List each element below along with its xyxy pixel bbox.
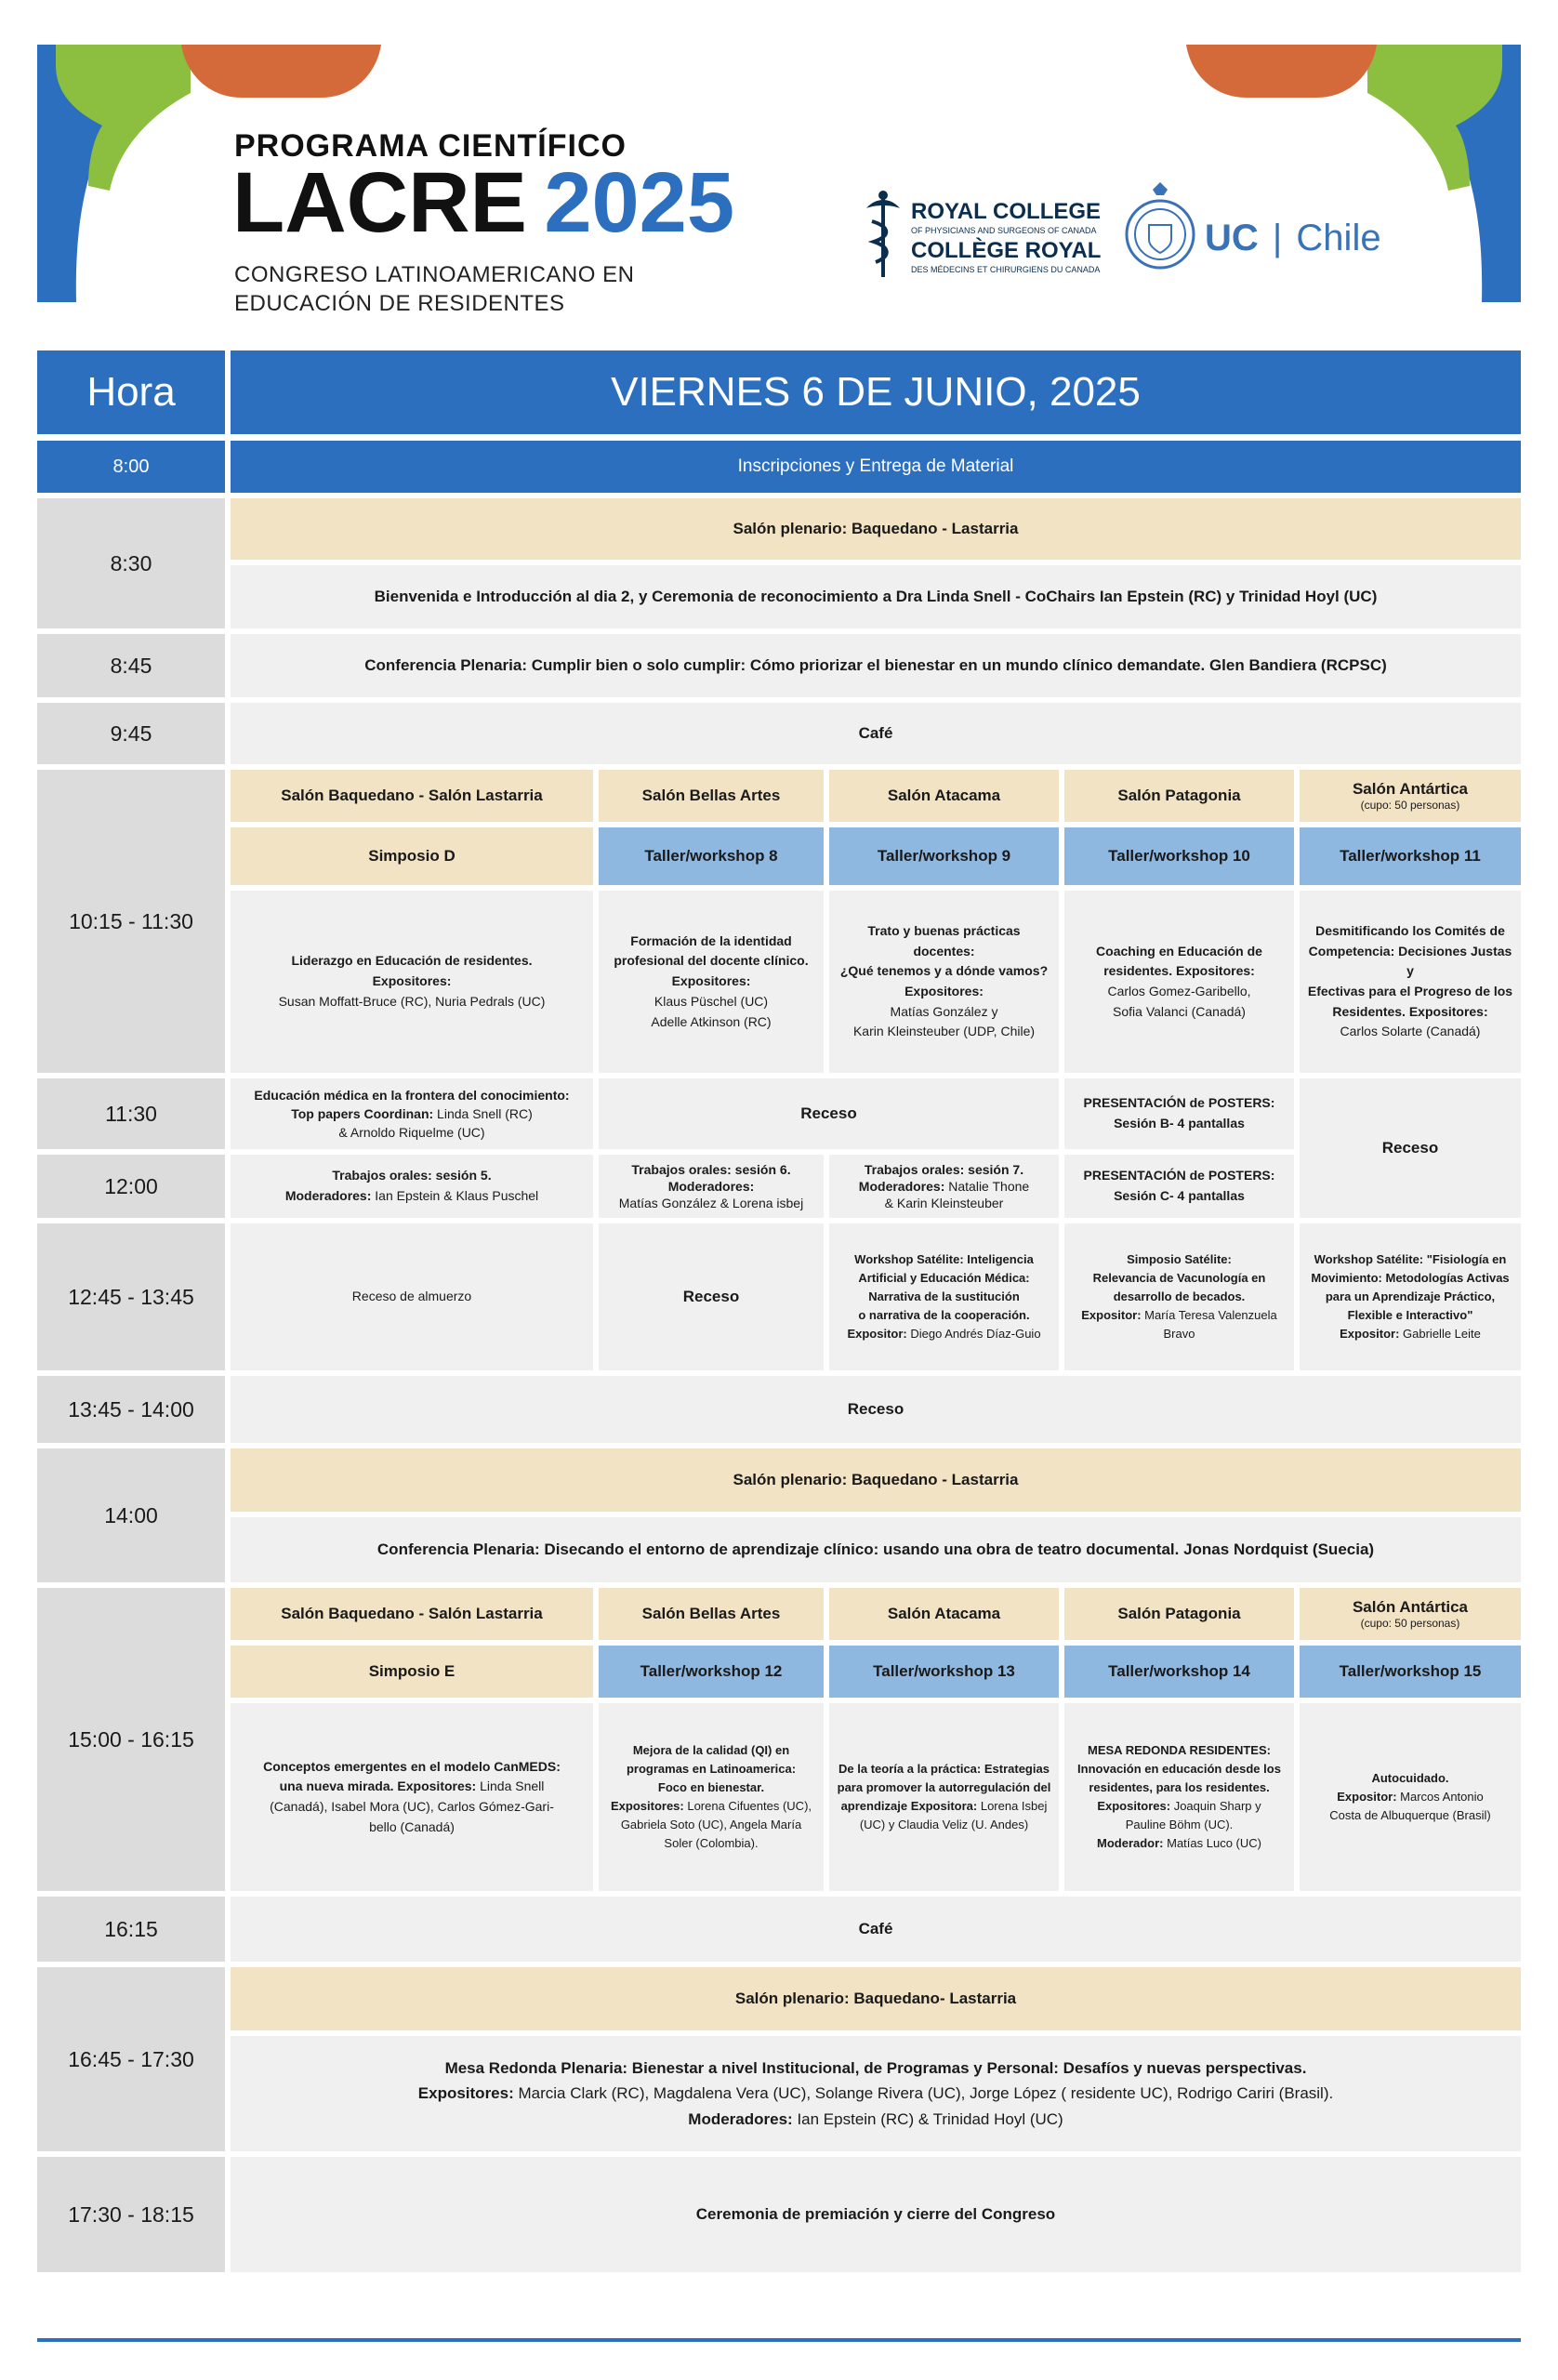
round-table-title: Mesa Redonda Plenaria: Bienestar a nivel Institucional, de Programas y Personal: Desafíos y nuevas perspectivas. [444, 2059, 1307, 2078]
workshop-13-content [829, 1703, 1059, 1891]
w9-exp-label: Expositores: [904, 984, 984, 998]
welcome-row: Bienvenida e Introducción al dia 2, y Ceremonia de reconocimiento a Dra Linda Snell - CoChairs Ian Epstein (RC) y Trinidad Hoyl (UC) [231, 565, 1521, 628]
w13-title-2: para promover la autorregulación del [837, 1779, 1051, 1794]
room-patagonia-2: Salón Patagonia [1064, 1588, 1294, 1640]
round-table-speakers [418, 2081, 1333, 2106]
time-1500: 15:00 - 16:15 [37, 1588, 225, 1891]
day-header: VIERNES 6 DE JUNIO, 2025 [231, 350, 1521, 434]
w12-speaker-3: Soler (Colombia). [664, 1836, 759, 1851]
workshop-8-content [599, 891, 824, 1073]
oral-5-mod [285, 1186, 538, 1207]
satellite-workshop-ai [829, 1223, 1059, 1370]
oral-7-mod-name-2: & Karin Kleinsteuber [884, 1196, 1004, 1211]
simposio-e-title-1: Conceptos emergentes en el modelo CanMEDS: [263, 1758, 561, 1774]
sat-vac-speaker [1081, 1306, 1277, 1325]
oral-session-7 [829, 1155, 1059, 1218]
w14-title-2: Innovación en educación desde los [1077, 1761, 1281, 1776]
coffee-break-2: Café [231, 1897, 1521, 1962]
sat-ai-4: o narrativa de la cooperación. [858, 1308, 1030, 1323]
time-1245: 12:45 - 13:45 [37, 1223, 225, 1370]
brand-year: 2025 [544, 155, 735, 250]
oral-7-mod-name-1: Natalie Thone [944, 1178, 1030, 1194]
sat-vac-exp-label: Expositor: [1081, 1308, 1142, 1323]
round-table-mod-names: Ian Epstein (RC) & Trinidad Hoyl (UC) [792, 2109, 1063, 2128]
time-1400: 14:00 [37, 1448, 225, 1582]
workshop-11-header: Taller/workshop 11 [1300, 827, 1521, 885]
top-papers-coord-label: Top papers Coordinan: [291, 1105, 434, 1121]
plenary-room-1: Salón plenario: Baquedano - Lastarria [231, 498, 1521, 560]
w10-speaker-1: Carlos Gomez-Garibello, [1107, 984, 1251, 998]
time-1130: 11:30 [37, 1078, 225, 1149]
simposio-e-speaker-2: (Canadá), Isabel Mora (UC), Carlos Gómez-Gari- [270, 1799, 554, 1814]
w11-title-4: Residentes. Expositores: [1332, 1003, 1488, 1019]
w13-line-3 [841, 1797, 1048, 1816]
w13-speaker-2: (UC) y Claudia Veliz (U. Andes) [859, 1818, 1029, 1832]
top-papers-session [231, 1078, 593, 1149]
w14-exp-label: Expositores: [1097, 1799, 1171, 1813]
room-antartica-capacity-2: (cupo: 50 personas) [1360, 1617, 1460, 1630]
workshop-12-header: Taller/workshop 12 [599, 1646, 824, 1698]
w10-speaker-2: Sofia Valanci (Canadá) [1113, 1003, 1246, 1019]
lunch-break: Receso de almuerzo [231, 1223, 593, 1370]
room-antartica-label-2: Salón Antártica [1352, 1598, 1469, 1616]
time-0845: 8:45 [37, 634, 225, 697]
sat-ai-speaker [847, 1325, 1040, 1343]
w14-speaker-2: Pauline Böhm (UC). [1125, 1818, 1234, 1832]
simposio-d-content [231, 891, 593, 1073]
w14-title-1: MESA REDONDA RESIDENTES: [1088, 1742, 1271, 1757]
w8-title-2: profesional del docente clínico. [614, 953, 809, 969]
coffee-break-1: Café [231, 703, 1521, 764]
w12-speaker-1: Lorena Cifuentes (UC), [683, 1799, 812, 1813]
simposio-e-line-2 [280, 1777, 545, 1797]
w15-line-2 [1337, 1788, 1484, 1806]
room-atacama-2: Salón Atacama [829, 1588, 1059, 1640]
w14-title-3: residentes, para los residentes. [1089, 1779, 1270, 1794]
sat-vac-speaker-name-2: Bravo [1163, 1327, 1195, 1342]
round-table-exp-names: Marcia Clark (RC), Magdalena Vera (UC), Solange Rivera (UC), Jorge López ( residente UC), Rodrigo Cariri (Brasil). [513, 2084, 1334, 2103]
footer-divider [37, 2338, 1521, 2342]
w8-speaker-1: Klaus Püschel (UC) [654, 993, 769, 1009]
oral-session-6 [599, 1155, 824, 1218]
sat-phys-speaker-name: Gabrielle Leite [1399, 1327, 1481, 1342]
workshop-14-header: Taller/workshop 14 [1064, 1646, 1294, 1698]
room-antartica-capacity: (cupo: 50 personas) [1360, 799, 1460, 812]
time-1345: 13:45 - 14:00 [37, 1376, 225, 1443]
workshop-10-content [1064, 891, 1294, 1073]
program-kicker: PROGRAMA CIENTÍFICO [234, 128, 627, 164]
right-orange-shape [1186, 45, 1377, 98]
sat-phys-2: Movimiento: Metodologías Activas [1311, 1270, 1510, 1285]
w8-title-1: Formación de la identidad [630, 932, 792, 948]
time-1645: 16:45 - 17:30 [37, 1967, 225, 2151]
w15-speaker-2: Costa de Albuquerque (Brasil) [1329, 1808, 1491, 1823]
subtitle-line2: EDUCACIÓN DE RESIDENTES [234, 291, 565, 316]
satellite-workshop-physiology [1300, 1223, 1521, 1370]
round-table-moderators [688, 2107, 1063, 2132]
w15-exp-label: Expositor: [1337, 1789, 1397, 1804]
w15-speaker-1: Marcos Antonio [1396, 1789, 1484, 1804]
plenary-round-table [231, 2036, 1521, 2151]
closing-ceremony: Ceremonia de premiación y cierre del Congreso [231, 2157, 1521, 2272]
uc-chile: Chile [1296, 218, 1381, 258]
workshop-9-header: Taller/workshop 9 [829, 827, 1059, 885]
sat-vac-1: Simposio Satélite: [1127, 1251, 1232, 1266]
room-antartica [1300, 770, 1521, 822]
w8-exp-label: Expositores: [671, 973, 751, 989]
simposio-d-exp-label: Expositores: [372, 973, 452, 989]
oral-5-title: Trabajos orales: sesión 5. [332, 1168, 492, 1183]
uc-logo-text [1205, 219, 1381, 257]
top-papers-coord-2: & Arnoldo Riquelme (UC) [338, 1125, 485, 1141]
receso-1130: Receso [599, 1078, 1059, 1149]
w11-title-1: Desmitificando los Comités de [1315, 922, 1505, 938]
left-orange-shape [181, 45, 381, 98]
w9-title-2: ¿Qué tenemos y a dónde vamos? [839, 963, 1049, 979]
hour-column-header: Hora [37, 350, 225, 434]
room-antartica-2 [1300, 1588, 1521, 1640]
receso-antartica: Receso [1300, 1078, 1521, 1218]
w11-title-2: Competencia: Decisiones Justas y [1308, 943, 1512, 979]
simposio-e-speaker-1: Linda Snell [476, 1778, 545, 1794]
room-atacama: Salón Atacama [829, 770, 1059, 822]
sat-vac-3: desarrollo de becados. [1113, 1289, 1246, 1303]
registration-row: Inscripciones y Entrega de Material [231, 441, 1521, 493]
top-papers-title: Educación médica en la frontera del conocimiento: [254, 1087, 570, 1103]
oral-7-mod [859, 1178, 1029, 1195]
w15-title: Autocuidado. [1371, 1770, 1449, 1785]
room-patagonia: Salón Patagonia [1064, 770, 1294, 822]
w9-speaker-2: Karin Kleinsteuber (UDP, Chile) [852, 1024, 1036, 1039]
w14-line-6 [1097, 1834, 1261, 1853]
plenary-room-2: Salón plenario: Baquedano - Lastarria [231, 1448, 1521, 1512]
oral-6-title: Trabajos orales: sesión 6. [631, 1161, 791, 1177]
w13-title-3: aprendizaje Expositora: [840, 1799, 978, 1813]
uc-bold: UC [1205, 218, 1259, 258]
sat-phys-1: Workshop Satélite: "Fisiología en [1314, 1251, 1507, 1266]
room-baquedano-2: Salón Baquedano - Salón Lastarria [231, 1588, 593, 1640]
w10-title-2: residentes. Expositores: [1103, 963, 1255, 979]
time-1015: 10:15 - 11:30 [37, 770, 225, 1073]
w10-title-1: Coaching en Educación de [1096, 943, 1262, 959]
simposio-e-content [231, 1703, 593, 1891]
top-papers-coord [291, 1104, 533, 1123]
simposio-d-title: Liderazgo en Educación de residentes. [291, 953, 533, 969]
workshop-15-content [1300, 1703, 1521, 1891]
w14-moderator: Matías Luco (UC) [1163, 1836, 1261, 1851]
room-bellas-artes: Salón Bellas Artes [599, 770, 824, 822]
round-table-exp-label: Expositores: [417, 2084, 514, 2103]
sat-ai-speaker-name: Diego Andrés Díaz-Guio [906, 1327, 1041, 1342]
satellite-symposium-vaccine [1064, 1223, 1294, 1370]
w13-title-1: De la teoría a la práctica: Estrategias [838, 1761, 1050, 1776]
workshop-13-header: Taller/workshop 13 [829, 1646, 1059, 1698]
royal-college-caduceus-icon [863, 188, 904, 281]
rc-line3: COLLÈGE ROYAL [911, 238, 1102, 263]
time-0830: 8:30 [37, 498, 225, 628]
workshop-8-header: Taller/workshop 8 [599, 827, 824, 885]
room-bellas-artes-2: Salón Bellas Artes [599, 1588, 824, 1640]
workshop-11-content [1300, 891, 1521, 1073]
sat-ai-1: Workshop Satélite: Inteligencia [854, 1251, 1034, 1266]
w12-title-1: Mejora de la calidad (QI) en [632, 1742, 790, 1757]
uc-seal-icon [1123, 182, 1197, 279]
brand-title [232, 155, 735, 250]
w13-speaker-1: Lorena Isbej [977, 1799, 1048, 1813]
poster-c-detail: Sesión C- 4 pantallas [1114, 1188, 1245, 1203]
receso-bellas: Receso [599, 1223, 824, 1370]
room-antartica-label: Salón Antártica [1352, 780, 1469, 798]
workshop-12-content [599, 1703, 824, 1891]
uc-separator: | [1272, 218, 1283, 258]
poster-c-title: PRESENTACIÓN de POSTERS: [1083, 1168, 1275, 1183]
workshop-10-header: Taller/workshop 10 [1064, 827, 1294, 885]
time-1200: 12:00 [37, 1155, 225, 1218]
sat-ai-3: Narrativa de la sustitución [868, 1289, 1020, 1303]
sat-vac-speaker-name-1: María Teresa Valenzuela [1141, 1308, 1277, 1323]
oral-6-mod-names: Matías González & Lorena isbej [618, 1196, 804, 1211]
poster-b-title: PRESENTACIÓN de POSTERS: [1083, 1095, 1275, 1111]
simposio-e-title-2: una nueva mirada. Expositores: [279, 1778, 477, 1794]
rc-line2: OF PHYSICIANS AND SURGEONS OF CANADA [911, 226, 1097, 235]
w14-line-4 [1097, 1797, 1261, 1816]
sat-phys-3: para un Aprendizaje Práctico, [1325, 1289, 1496, 1303]
simposio-e-header: Simposio E [231, 1646, 593, 1698]
w11-title-3: Efectivas para el Progreso de los [1307, 984, 1513, 998]
plenary-conference-1: Conferencia Plenaria: Cumplir bien o solo cumplir: Cómo priorizar el bienestar en un mundo clínico demandate. Glen Bandiera (RCPSC) [231, 634, 1521, 697]
plenary-room-3: Salón plenario: Baquedano- Lastarria [231, 1967, 1521, 2030]
w11-speaker: Carlos Solarte (Canadá) [1340, 1024, 1481, 1039]
simposio-d-header: Simposio D [231, 827, 593, 885]
simposio-d-speakers: Susan Moffatt-Bruce (RC), Nuria Pedrals (UC) [278, 993, 546, 1009]
w8-speaker-2: Adelle Atkinson (RC) [651, 1013, 772, 1029]
rc-line4: DES MÉDECINS ET CHIRURGIENS DU CANADA [911, 265, 1101, 274]
w9-speaker-1: Matías González y [890, 1003, 998, 1019]
w9-title-1: Trato y buenas prácticas docentes: [867, 922, 1021, 959]
poster-session-b [1064, 1078, 1294, 1149]
time-0945: 9:45 [37, 703, 225, 764]
receso-1345: Receso [231, 1376, 1521, 1443]
time-0800: 8:00 [37, 441, 225, 493]
sat-phys-speaker [1340, 1325, 1481, 1343]
sat-ai-exp-label: Expositor: [847, 1327, 907, 1342]
workshop-9-content [829, 891, 1059, 1073]
sat-phys-4: Flexible e Interactivo" [1347, 1308, 1473, 1323]
round-table-mod-label: Moderadores: [688, 2109, 793, 2128]
plenary-conference-2: Conferencia Plenaria: Disecando el entorno de aprendizaje clínico: usando una obra de teatro documental. Jonas Nordquist (Suecia) [231, 1517, 1521, 1582]
w12-title-3: Foco en bienestar. [657, 1779, 765, 1794]
top-papers-coord-1: Linda Snell (RC) [433, 1105, 533, 1121]
w14-mod-label: Moderador: [1097, 1836, 1164, 1851]
poster-b-detail: Sesión B- 4 pantallas [1114, 1116, 1245, 1130]
oral-7-title: Trabajos orales: sesión 7. [864, 1161, 1024, 1177]
workshop-14-content [1064, 1703, 1294, 1891]
oral-5-mod-label: Moderadores: [284, 1188, 372, 1203]
sat-vac-2: Relevancia de Vacunología en [1092, 1270, 1266, 1285]
w12-speaker-2: Gabriela Soto (UC), Angela María [620, 1818, 802, 1832]
time-1615: 16:15 [37, 1897, 225, 1962]
w14-speaker-1: Joaquin Sharp y [1170, 1799, 1261, 1813]
subtitle-line1: CONGRESO LATINOAMERICANO EN [234, 262, 635, 287]
w12-exp-label: Expositores: [610, 1799, 684, 1813]
room-baquedano: Salón Baquedano - Salón Lastarria [231, 770, 593, 822]
sat-ai-2: Artificial y Educación Médica: [858, 1270, 1030, 1285]
w12-line-4 [611, 1797, 812, 1816]
oral-6-mod-label: Moderadores: [667, 1178, 755, 1194]
oral-7-mod-label: Moderadores: [858, 1178, 945, 1194]
poster-session-c [1064, 1155, 1294, 1218]
rc-line1: ROYAL COLLEGE [911, 199, 1102, 224]
workshop-15-header: Taller/workshop 15 [1300, 1646, 1521, 1698]
sat-phys-exp-label: Expositor: [1340, 1327, 1400, 1342]
oral-5-mod-names: Ian Epstein & Klaus Puschel [371, 1188, 539, 1203]
time-1730: 17:30 - 18:15 [37, 2157, 225, 2272]
brand-name: LACRE [232, 155, 527, 250]
w12-title-2: programas en Latinoamerica: [626, 1761, 797, 1776]
simposio-e-speaker-3: bello (Canadá) [369, 1818, 455, 1834]
oral-session-5 [231, 1155, 593, 1218]
